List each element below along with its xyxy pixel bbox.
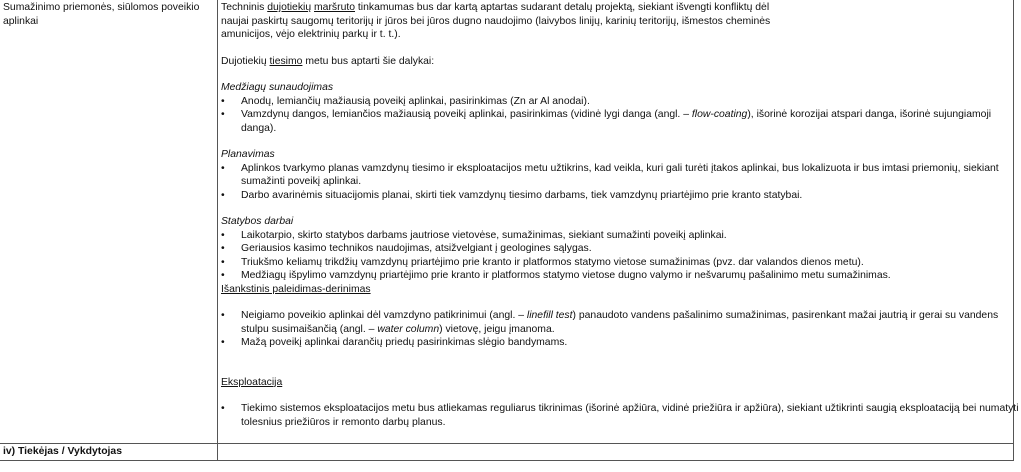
row-label-cell [0,0,218,444]
supplier-row [0,444,1014,461]
supplier-value-cell [218,444,1014,461]
section-title-operation: Eksploatacija [221,376,283,388]
section-title-construction: Statybos darbai [221,216,294,227]
list-item: • Vamzdynų dangos, lemiančios mažiausią poveikį aplinkai, pasirinkimas (vidinė lygi danga (angl. – flow-coating), išorinė korozijai atspari danga, išorinė sujungiamoji danga). [221,109,992,134]
row-label: Sumažinimo priemonės, siūlomos poveikio aplinkai [3,2,200,27]
list-item: • Aplinkos tvarkymo planas vamzdynų tiesimo ir eksploatacijos metu užtikrins, kad veikla, kuri gali turėti įtakos aplinkai, bus lokalizuota ir bus imtasi priemonių, siekiant sumažinti poveikį aplinkai. [221,162,999,187]
list-item: • Mažą poveikį aplinkai darančių priedų pasirinkimas slėgio bandymams. [221,337,568,348]
supplier-label: iv) Tiekėjas / Vykdytojas [3,446,122,457]
materials-list [221,95,1010,136]
operation-list [221,402,1019,429]
intro-line-2: naujai paskirtų saugomų teritorijų ir jūros bei jūros dugno naudojimo (laivybos linijų, karinių teritorijų, išmestos cheminės [221,15,771,27]
section-title-materials: Medžiagų sunaudojimas [221,82,334,93]
list-item: • Neigiamo poveikio aplinkai dėl vamzdyno patikrinimui (angl. – linefill test) panaudoto vandens pašalinimo sumažinimas, pasirenkant mažai jautrią ir gerai su vandens stulpu susimaišančią (angl. – water column) vietovę, jeigu įmanoma. [221,310,999,335]
construction-list [221,229,1010,283]
section-title-commissioning: Išankstinis paleidimas-derinimas [221,283,371,295]
intro-line-1: Techninis dujotiekių maršruto tinkamumas bus dar kartą aptartas sudarant detalų projektą, siekiant išvengti konfliktų dėl [221,2,770,13]
list-item: • Triukšmo keliamų trikdžių vamzdynų priartėjimo prie kranto ir platformos statymo vietose sumažinimas (pvz. dar valandos dienos metu). [221,256,864,268]
list-item: • Darbo avarinėmis situacijomis planai, skirti tiek vamzdynų tiesimo darbams, tiek vamzdynų priartėjimo prie kranto statybai. [221,189,803,201]
supplier-label-cell [0,444,218,461]
list-item: • Laikotarpio, skirto statybos darbams jautriose vietovėse, sumažinimas, siekiant sumažinti poveikį aplinkai. [221,229,727,241]
parts-line: Dujotiekių tiesimo metu bus aptarti šie dalykai: [221,55,435,67]
list-item: • Geriausios kasimo technikos naudojimas, atsižvelgiant į geologines sąlygas. [221,243,592,254]
planning-list [221,162,1010,203]
list-item: • Medžiagų išpylimo vamzdynų priartėjimo prie kranto ir platformos statymo vietose dugno valymo ir nešvarumų pašalinimo metu sumažinimas. [221,270,891,281]
row-content-cell [218,0,1019,444]
list-item: • Anodų, lemiančių mažiausią poveikį aplinkai, pasirinkimas (Zn ar Al anodai). [221,95,590,107]
intro-line-3: amunicijos, vėjo elektrinių parkų ir t. t.). [221,29,401,40]
section-title-planning: Planavimas [221,149,275,160]
list-item: • Tiekimo sistemos eksploatacijos metu bus atliekamas reguliarus tikrinimas (išorinė apžiūra, vidinė priežiūra ir apžiūra), siekiant užtikrinti saugią eksploataciją bei numatyti tolesnius priežiūros ir remonto darbų planus. [221,403,1019,428]
commissioning-list [221,309,1010,350]
